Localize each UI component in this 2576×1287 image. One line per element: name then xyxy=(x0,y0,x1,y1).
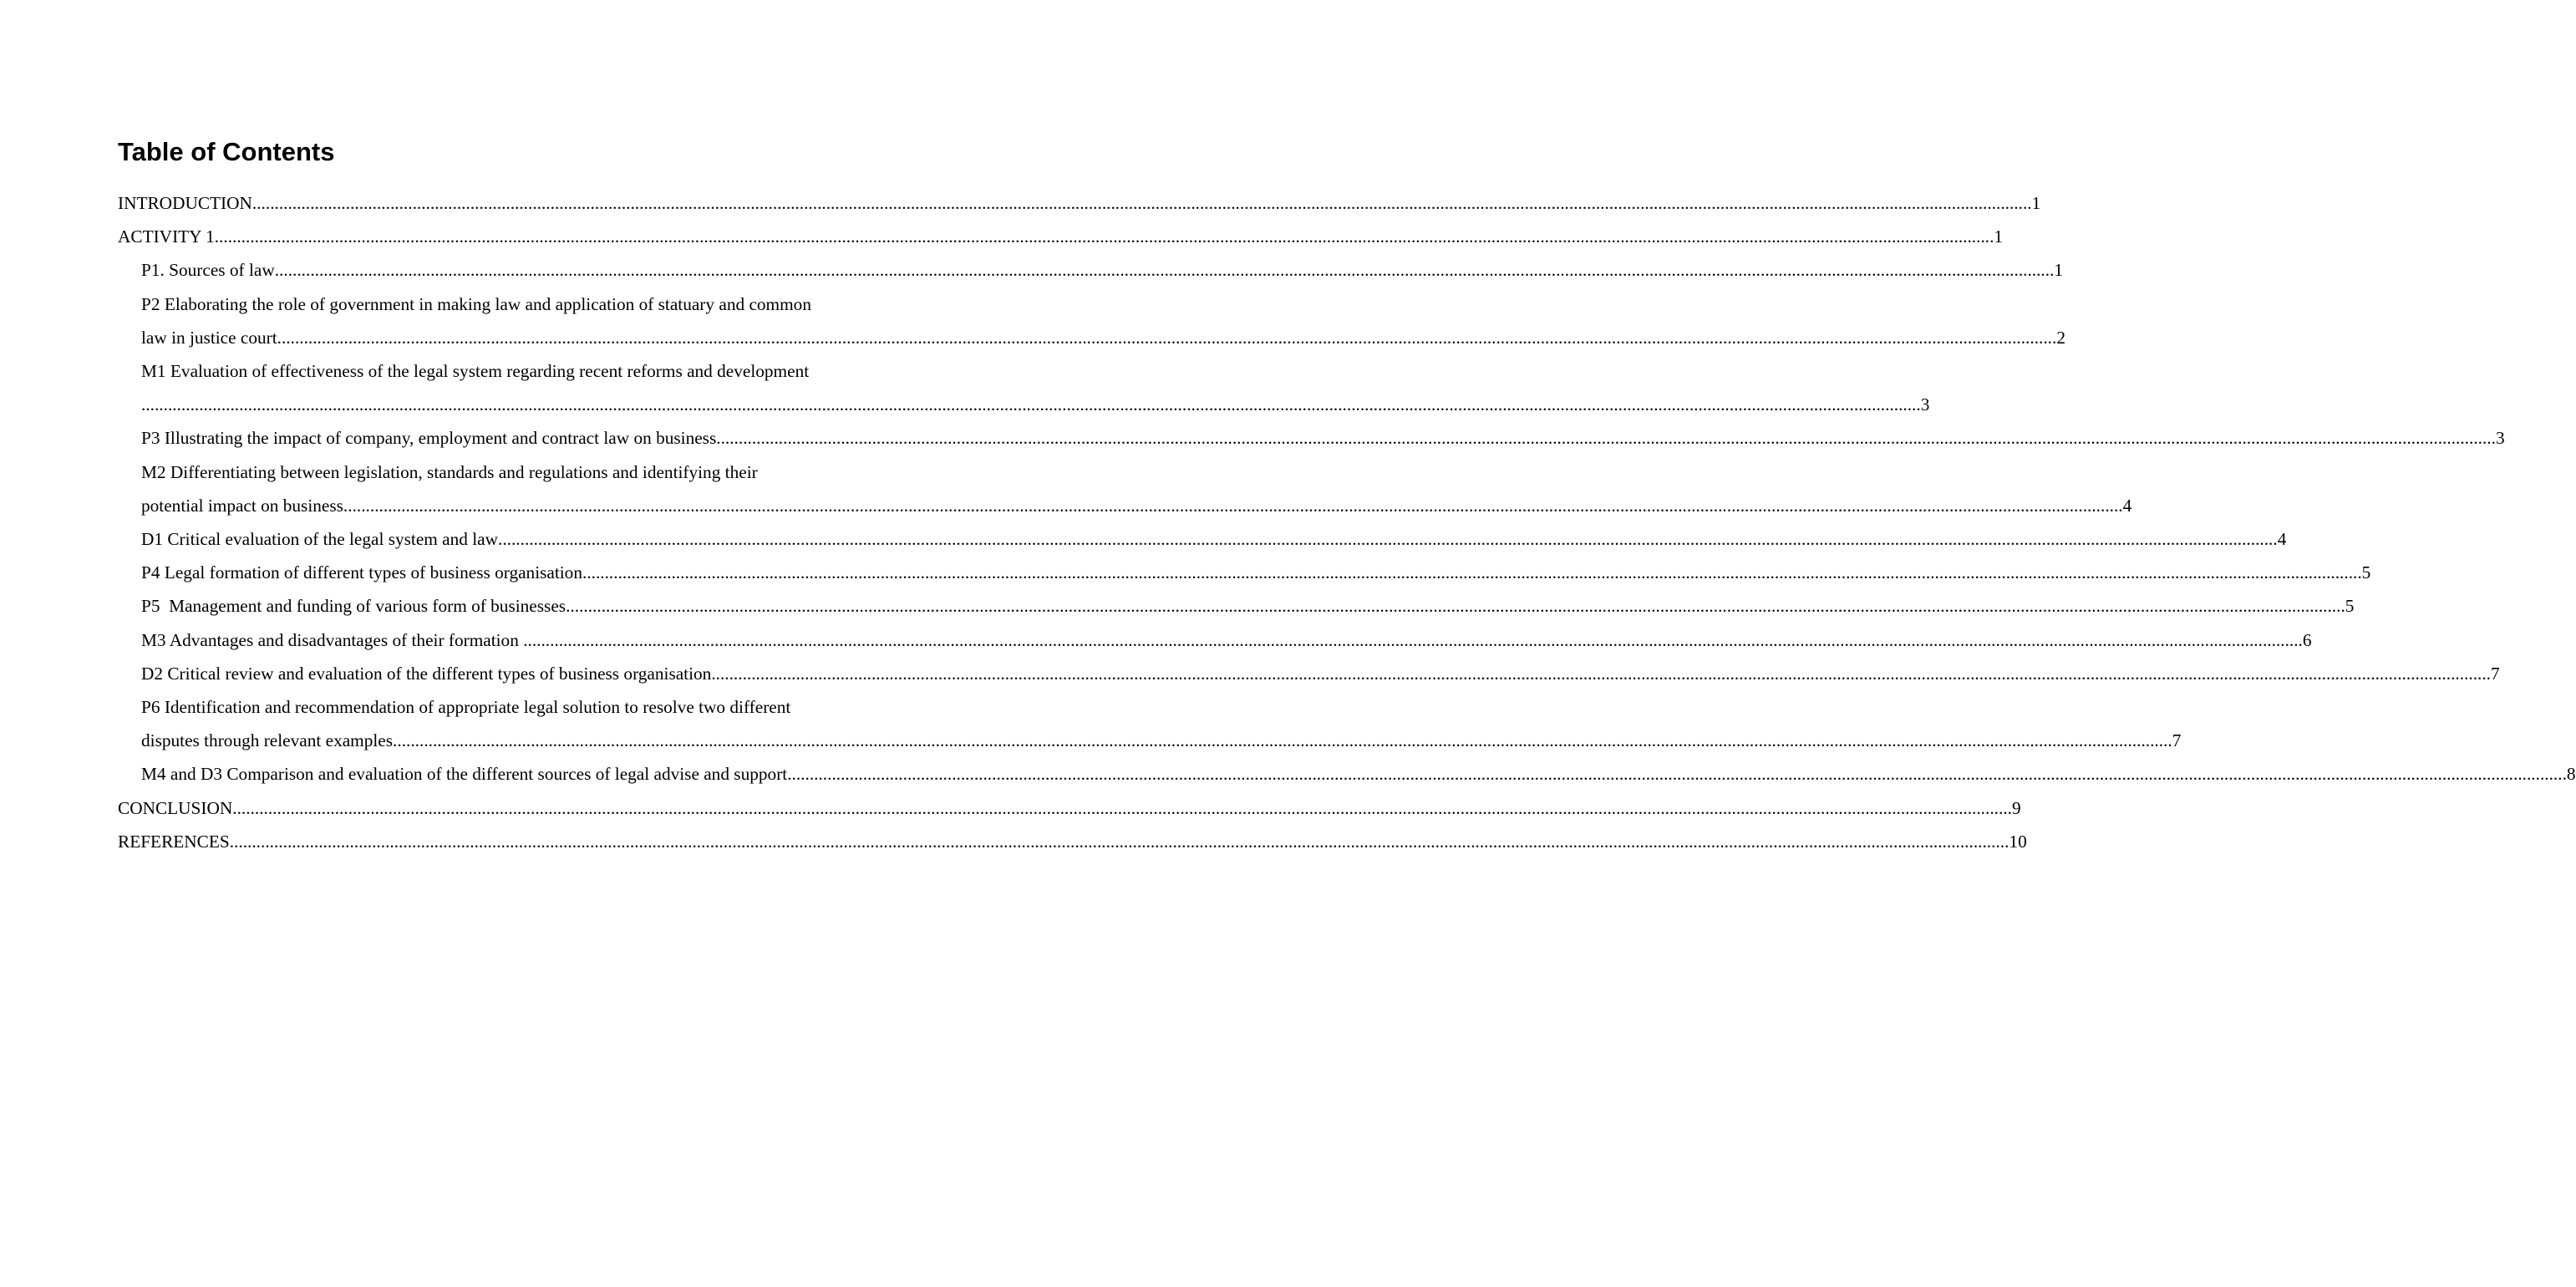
dot-leader: ................................................................................................................................................................................................................................................................................................................................................................................................................ xyxy=(252,193,2032,213)
toc-list xyxy=(118,186,2576,858)
toc-entry-tail xyxy=(141,388,1930,421)
toc-entry-label: M3 Advantages and disadvantages of their formation xyxy=(141,629,524,650)
toc-entry-label: D2 Critical review and evaluation of the different types of business organisation xyxy=(141,663,712,684)
dot-leader: ................................................................................................................................................................................................................................................................................................................................................................................................................ xyxy=(498,529,2278,550)
toc-page-number: 1 xyxy=(1994,226,2004,247)
toc-entry[interactable] xyxy=(118,623,2312,657)
toc-entry-label: P1. Sources of law xyxy=(141,260,275,281)
toc-entry-label: ACTIVITY 1 xyxy=(118,226,215,247)
dot-leader: ................................................................................................................................................................................................................................................................................................................................................................................................................ xyxy=(343,495,2123,516)
toc-page-number: 1 xyxy=(2054,260,2064,281)
toc-entry-tail xyxy=(141,489,2132,522)
dot-leader: ................................................................................................................................................................................................................................................................................................................................................................................................................ xyxy=(716,428,2496,449)
toc-page-number: 7 xyxy=(2172,730,2182,751)
toc-page-number: 10 xyxy=(2009,831,2027,852)
toc-page-number: 7 xyxy=(2491,663,2500,684)
toc-entry[interactable] xyxy=(118,522,2287,556)
toc-entry-tail xyxy=(141,421,2505,455)
toc-entry-text-line: M1 Evaluation of effectiveness of the legal system regarding recent reforms and development xyxy=(141,361,810,382)
toc-entry-label: REFERENCES xyxy=(118,831,230,852)
dot-leader: ................................................................................................................................................................................................................................................................................................................................................................................................................ xyxy=(566,596,2345,617)
toc-page-number: 3 xyxy=(2495,428,2505,449)
toc-entry-label: law in justice court xyxy=(141,327,277,348)
dot-leader: ................................................................................................................................................................................................................................................................................................................................................................................................................ xyxy=(274,260,2055,281)
toc-entry-label: disputes through relevant examples xyxy=(141,730,394,751)
toc-entry[interactable] xyxy=(118,186,2041,220)
toc-page-number: 4 xyxy=(2122,495,2132,516)
toc-page-number: 9 xyxy=(2011,797,2021,818)
toc-entry-text-line: M2 Differentiating between legislation, standards and regulations and identifying their xyxy=(141,461,758,482)
dot-leader: ................................................................................................................................................................................................................................................................................................................................................................................................................ xyxy=(232,797,2012,818)
toc-page-number: 5 xyxy=(2345,596,2355,617)
dot-leader: ................................................................................................................................................................................................................................................................................................................................................................................................................ xyxy=(393,730,2172,751)
toc-entry[interactable] xyxy=(118,287,2065,354)
toc-entry-label: P4 Legal formation of different types of business organisation xyxy=(141,562,582,583)
toc-entry[interactable] xyxy=(118,757,2576,791)
toc-entry-tail xyxy=(141,522,2287,556)
dot-leader: ................................................................................................................................................................................................................................................................................................................................................................................................................ xyxy=(523,629,2303,650)
toc-entry-text-line: P2 Elaborating the role of government in making law and application of statuary and common xyxy=(141,293,811,314)
toc-page-number: 8 xyxy=(2566,764,2576,785)
toc-entry-tail xyxy=(118,220,2004,253)
toc-entry[interactable] xyxy=(118,354,1930,421)
toc-entry-tail xyxy=(141,724,2182,757)
toc-entry[interactable] xyxy=(118,455,2132,522)
toc-entry[interactable] xyxy=(118,220,2004,253)
toc-entry[interactable] xyxy=(118,690,2182,757)
dot-leader: ................................................................................................................................................................................................................................................................................................................................................................................................................ xyxy=(277,327,2057,348)
toc-entry[interactable] xyxy=(118,556,2371,589)
toc-entry-tail xyxy=(141,757,2576,791)
toc-entry-tail xyxy=(118,186,2041,220)
toc-entry-text-line: P6 Identification and recommendation of appropriate legal solution to resolve two different xyxy=(141,697,791,718)
toc-page-number: 6 xyxy=(2302,629,2312,650)
dot-leader: ................................................................................................................................................................................................................................................................................................................................................................................................................ xyxy=(141,394,1921,415)
toc-entry-tail xyxy=(141,253,2064,287)
toc-entry-label: CONCLUSION xyxy=(118,797,233,818)
dot-leader: ................................................................................................................................................................................................................................................................................................................................................................................................................ xyxy=(582,562,2362,583)
toc-entry-tail xyxy=(141,321,2065,354)
toc-entry-label: P3 Illustrating the impact of company, employment and contract law on business xyxy=(141,428,717,449)
toc-entry[interactable] xyxy=(118,791,2021,825)
toc-entry-label: INTRODUCTION xyxy=(118,193,252,213)
toc-entry[interactable] xyxy=(118,825,2027,858)
toc-page-number: 1 xyxy=(2031,193,2041,213)
toc-entry[interactable] xyxy=(118,589,2355,623)
toc-entry[interactable] xyxy=(118,657,2500,690)
toc-entry-tail xyxy=(141,556,2371,589)
dot-leader: ................................................................................................................................................................................................................................................................................................................................................................................................................ xyxy=(214,226,1994,247)
toc-page-number: 4 xyxy=(2277,529,2287,550)
toc-entry-label: M4 and D3 Comparison and evaluation of the different sources of legal advise and support xyxy=(141,764,788,785)
toc-entry-tail xyxy=(118,825,2027,858)
toc-page-number: 3 xyxy=(1920,394,1930,415)
dot-leader: ................................................................................................................................................................................................................................................................................................................................................................................................................ xyxy=(787,764,2567,785)
toc-entry[interactable] xyxy=(118,421,2505,455)
toc-page-number: 5 xyxy=(2361,562,2371,583)
dot-leader: ................................................................................................................................................................................................................................................................................................................................................................................................................ xyxy=(711,663,2491,684)
toc-entry-tail xyxy=(141,589,2355,623)
dot-leader: ................................................................................................................................................................................................................................................................................................................................................................................................................ xyxy=(229,831,2009,852)
toc-entry-label: potential impact on business xyxy=(141,495,343,516)
toc-entry-tail xyxy=(141,657,2500,690)
toc-title: Table of Contents xyxy=(118,137,335,166)
toc-entry[interactable] xyxy=(118,253,2064,287)
toc-entry-label: D1 Critical evaluation of the legal system and law xyxy=(141,529,498,550)
toc-entry-tail xyxy=(118,791,2021,825)
toc-page-number: 2 xyxy=(2056,327,2065,348)
toc-entry-label: P5 Management and funding of various form of businesses xyxy=(141,596,567,617)
toc-entry-tail xyxy=(141,623,2312,657)
